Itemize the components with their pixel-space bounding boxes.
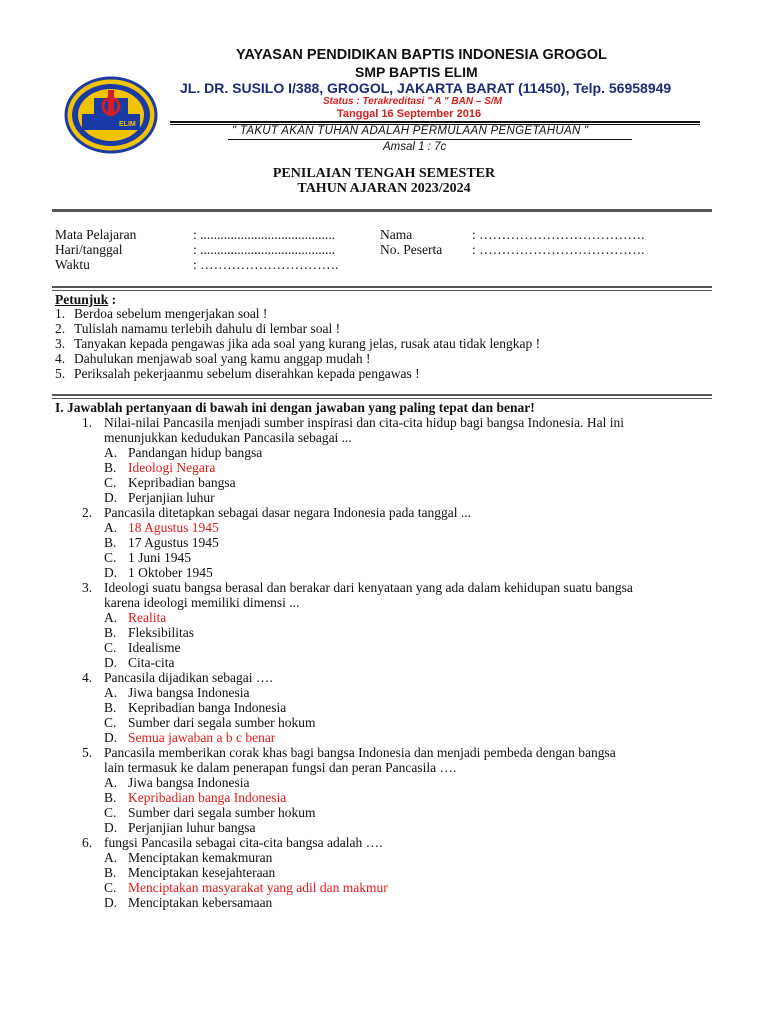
- name-label: Nama: [380, 227, 413, 242]
- instructions-rule-thin: [52, 398, 712, 399]
- participant-field[interactable]: : ……………………………….: [472, 242, 645, 257]
- option-letter: C.: [104, 550, 117, 565]
- instructions-title-text: Petunjuk: [55, 292, 109, 307]
- option-letter: D.: [104, 565, 118, 580]
- instruction-item: 2. Tulislah namamu terlebih dahulu di lembar soal !: [55, 321, 341, 336]
- option-letter: C.: [104, 640, 117, 655]
- question-item: [82, 835, 722, 910]
- instruction-item: 3. Tanyakan kepada pengawas jika ada soal yang kurang jelas, rusak atau tidak lengkap !: [55, 336, 541, 351]
- answer-option[interactable]: [82, 640, 722, 655]
- instruction-item: 1. Berdoa sebelum mengerjakan soal !: [55, 306, 268, 321]
- instruction-item: 4. Dahulukan menjawab soal yang kamu anggap mudah !: [55, 351, 371, 366]
- answer-option[interactable]: [82, 895, 722, 910]
- instruction-text: Tulislah namamu terlebih dahulu di lembar soal !: [74, 321, 341, 336]
- question-text: [82, 835, 722, 850]
- option-letter: D.: [104, 820, 118, 835]
- instruction-text: Periksalah pekerjaanmu sebelum diserahkan kepada pengawas !: [74, 366, 420, 381]
- answer-option[interactable]: [82, 475, 722, 490]
- section-heading: I. Jawablah pertanyaan di bawah ini dengan jawaban yang paling tepat dan benar!: [55, 400, 535, 415]
- answer-option[interactable]: [82, 805, 722, 820]
- question-list: [82, 415, 722, 910]
- option-text: Jiwa bangsa Indonesia: [128, 775, 250, 790]
- option-letter: C.: [104, 805, 117, 820]
- option-text: Menciptakan masyarakat yang adil dan makmur: [128, 880, 388, 895]
- subject-field[interactable]: : ........................................: [193, 227, 336, 242]
- option-letter: A.: [104, 520, 118, 535]
- question-text: [82, 505, 722, 520]
- option-letter: D.: [104, 655, 118, 670]
- question-line: lain termasuk ke dalam penerapan fungsi dan peran Pancasila ….: [104, 760, 457, 775]
- answer-option[interactable]: [82, 550, 722, 565]
- option-letter: B.: [104, 700, 117, 715]
- question-line: Pancasila memberikan corak khas bagi bangsa Indonesia dan menjadi pembeda dengan bangsa: [104, 745, 616, 760]
- school-name: SMP BAPTIS ELIM: [355, 64, 478, 80]
- school-address: JL. DR. SUSILO I/388, GROGOL, JAKARTA BARAT (11450), Telp. 56958949: [180, 80, 672, 96]
- answer-option[interactable]: [82, 655, 722, 670]
- question-text: [82, 415, 722, 430]
- question-line: Ideologi suatu bangsa berasal dan berakar dari kenyataan yang ada dalam kehidupan suatu bangsa: [104, 580, 633, 595]
- answer-option[interactable]: [82, 865, 722, 880]
- question-number: 4.: [82, 670, 93, 685]
- option-text: 17 Agustus 1945: [128, 535, 219, 550]
- option-text: 1 Oktober 1945: [128, 565, 213, 580]
- option-text: 18 Agustus 1945: [128, 520, 219, 535]
- time-label: Waktu: [55, 257, 90, 272]
- option-text: Jiwa bangsa Indonesia: [128, 685, 250, 700]
- accreditation-status: Status : Terakreditasi " A " BAN – S/M: [323, 96, 502, 107]
- answer-option[interactable]: [82, 625, 722, 640]
- option-letter: B.: [104, 535, 117, 550]
- academic-year: TAHUN AJARAN 2023/2024: [297, 181, 471, 196]
- option-letter: D.: [104, 895, 118, 910]
- option-text: Perjanjian luhur bangsa: [128, 820, 256, 835]
- option-text: Kepribadian banga Indonesia: [128, 700, 287, 715]
- question-line: Pancasila dijadikan sebagai ….: [104, 670, 273, 685]
- option-text: Realita: [128, 610, 167, 625]
- question-text: [82, 760, 722, 775]
- option-text: Sumber dari segala sumber hokum: [128, 715, 316, 730]
- instructions-title-colon: :: [108, 292, 117, 307]
- time-field[interactable]: : ………………………….: [193, 257, 339, 272]
- option-text: Fleksibilitas: [128, 625, 195, 640]
- answer-option[interactable]: [82, 775, 722, 790]
- day-field[interactable]: : ........................................: [193, 242, 336, 257]
- instruction-item: 5. Periksalah pekerjaanmu sebelum diserahkan kepada pengawas !: [55, 366, 420, 381]
- instructions-rule: [52, 394, 712, 396]
- option-text: Semua jawaban a b c benar: [128, 730, 276, 745]
- option-text: 1 Juni 1945: [128, 550, 192, 565]
- question-number: 3.: [82, 580, 93, 595]
- question-text: [82, 595, 722, 610]
- answer-option[interactable]: [82, 445, 722, 460]
- answer-option-correct[interactable]: [82, 880, 722, 895]
- logo-text: ELIM: [119, 121, 136, 128]
- instruction-text: Tanyakan kepada pengawas jika ada soal yang kurang jelas, rusak atau tidak lengkap !: [74, 336, 541, 351]
- option-letter: D.: [104, 730, 118, 745]
- answer-option-correct[interactable]: [82, 730, 722, 745]
- question-line: Nilai-nilai Pancasila menjadi sumber inspirasi dan cita-cita hidup bagi bangsa Indonesia. Hal ini: [104, 415, 624, 430]
- question-number: 6.: [82, 835, 93, 850]
- answer-option[interactable]: [82, 820, 722, 835]
- question-number: 5.: [82, 745, 93, 760]
- answer-option-correct[interactable]: [82, 520, 722, 535]
- option-text: Sumber dari segala sumber hokum: [128, 805, 316, 820]
- option-letter: B.: [104, 790, 117, 805]
- option-text: Kepribadian bangsa: [128, 475, 236, 490]
- answer-option-correct[interactable]: [82, 790, 722, 805]
- answer-option[interactable]: [82, 565, 722, 580]
- option-letter: C.: [104, 880, 117, 895]
- option-letter: B.: [104, 460, 117, 475]
- motto-divider: [228, 139, 632, 140]
- school-logo: [64, 76, 158, 154]
- option-letter: A.: [104, 685, 118, 700]
- question-number: 2.: [82, 505, 93, 520]
- participant-label: No. Peserta: [380, 242, 443, 257]
- fields-rule: [52, 286, 712, 288]
- question-item: [82, 415, 722, 505]
- accreditation-date: Tanggal 16 September 2016: [337, 108, 482, 120]
- question-line: Pancasila ditetapkan sebagai dasar negara Indonesia pada tanggal ...: [104, 505, 471, 520]
- option-letter: A.: [104, 775, 118, 790]
- subject-label: Mata Pelajaran: [55, 227, 137, 242]
- answer-option-correct[interactable]: [82, 610, 722, 625]
- question-number: 1.: [82, 415, 93, 430]
- title-rule: [52, 209, 712, 212]
- question-text: [82, 745, 722, 760]
- answer-option[interactable]: [82, 700, 722, 715]
- question-text: [82, 580, 722, 595]
- option-letter: B.: [104, 625, 117, 640]
- option-text: Menciptakan kemakmuran: [128, 850, 273, 865]
- question-item: [82, 505, 722, 580]
- instruction-text: Berdoa sebelum mengerjakan soal !: [74, 306, 268, 321]
- option-text: Perjanjian luhur: [128, 490, 215, 505]
- day-label: Hari/tanggal: [55, 242, 123, 257]
- answer-option[interactable]: [82, 535, 722, 550]
- question-text: [82, 430, 722, 445]
- question-item: [82, 670, 722, 745]
- answer-option[interactable]: [82, 850, 722, 865]
- option-text: Menciptakan kesejahteraan: [128, 865, 276, 880]
- question-line: karena ideologi memiliki dimensi ...: [104, 595, 300, 610]
- option-text: Ideologi Negara: [128, 460, 216, 475]
- exam-title: PENILAIAN TENGAH SEMESTER: [272, 166, 496, 181]
- instruction-text: Dahulukan menjawab soal yang kamu anggap mudah !: [74, 351, 371, 366]
- header-divider: [170, 121, 700, 123]
- answer-option[interactable]: [82, 685, 722, 700]
- option-letter: C.: [104, 475, 117, 490]
- name-field[interactable]: : ……………………………….: [472, 227, 645, 242]
- question-item: [82, 745, 722, 835]
- option-text: Pandangan hidup bangsa: [128, 445, 263, 460]
- foundation-name: YAYASAN PENDIDIKAN BAPTIS INDONESIA GROGOL: [236, 47, 607, 63]
- question-item: [82, 580, 722, 670]
- option-text: Menciptakan kebersamaan: [128, 895, 273, 910]
- fields-rule-thin: [52, 290, 712, 291]
- option-letter: A.: [104, 610, 118, 625]
- option-letter: B.: [104, 865, 117, 880]
- question-line: menunjukkan kedudukan Pancasila sebagai ...: [104, 430, 352, 445]
- school-motto: " TAKUT AKAN TUHAN ADALAH PERMULAAN PENGETAHUAN ": [232, 125, 589, 137]
- motto-verse: Amsal 1 : 7c: [383, 141, 447, 153]
- answer-option[interactable]: [82, 490, 722, 505]
- option-letter: C.: [104, 715, 117, 730]
- question-text: [82, 670, 722, 685]
- question-line: fungsi Pancasila sebagai cita-cita bangsa adalah ….: [104, 835, 383, 850]
- instructions-list: [55, 306, 540, 381]
- option-text: Idealisme: [128, 640, 181, 655]
- option-letter: D.: [104, 490, 118, 505]
- option-text: Kepribadian banga Indonesia: [128, 790, 287, 805]
- option-text: Cita-cita: [128, 655, 175, 670]
- option-letter: A.: [104, 445, 118, 460]
- option-letter: A.: [104, 850, 118, 865]
- answer-option-correct[interactable]: [82, 460, 722, 475]
- answer-option[interactable]: [82, 715, 722, 730]
